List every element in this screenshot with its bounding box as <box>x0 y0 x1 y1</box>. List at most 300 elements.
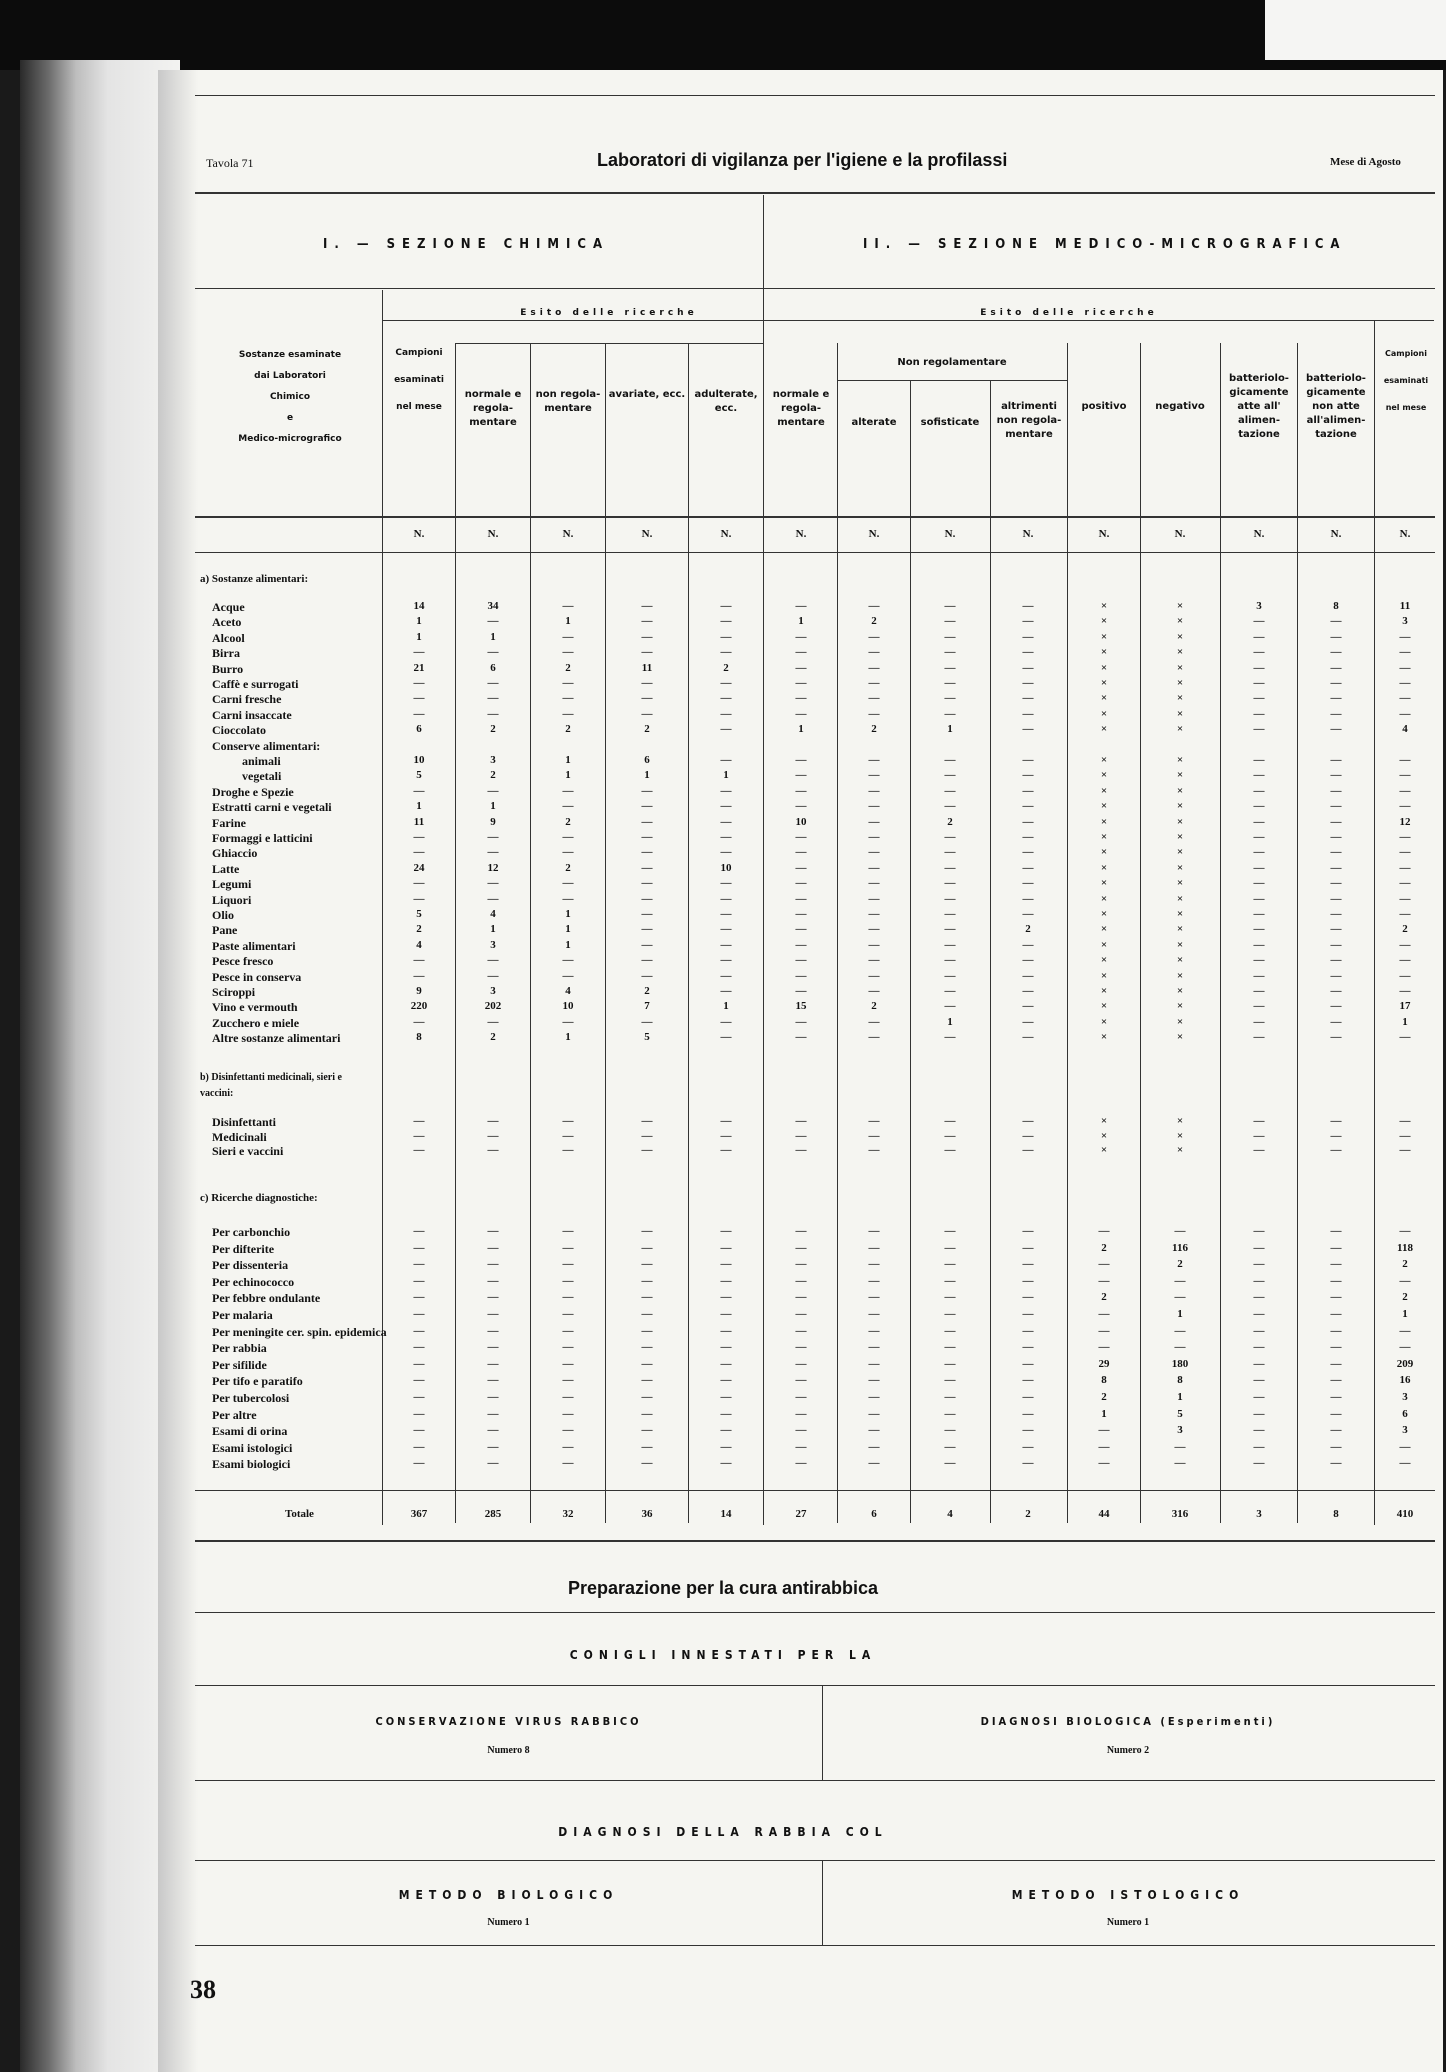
table-cell: — <box>413 1241 425 1254</box>
table-cell: — <box>1399 908 1411 920</box>
rabbits-heading: CONIGLI INNESTATI PER LA <box>569 1648 877 1662</box>
table-cell: — <box>562 1129 574 1142</box>
row-label: Acque <box>212 600 245 614</box>
table-cell: — <box>641 938 653 951</box>
table-cell: — <box>641 1129 653 1142</box>
table-cell: — <box>868 846 880 859</box>
row-label: Per difterite <box>212 1241 275 1256</box>
table-cell: 2 <box>871 615 877 628</box>
table-cell: — <box>1253 723 1265 736</box>
table-cell: 1 <box>490 800 496 813</box>
table-cell: — <box>795 1015 807 1028</box>
table-cell: — <box>720 1357 732 1370</box>
table-cell: — <box>1098 1341 1110 1354</box>
table-cell: 2 <box>1402 1291 1408 1304</box>
table-cell: — <box>487 1341 499 1354</box>
table-cell: 118 <box>1397 1241 1413 1254</box>
table-cell: — <box>795 846 807 859</box>
table-cell: — <box>641 1144 653 1157</box>
table-cell: — <box>1022 1424 1034 1437</box>
table-cell: — <box>795 861 807 874</box>
table-cell: — <box>1253 1457 1265 1470</box>
table-cell: — <box>720 646 732 659</box>
scan-border <box>0 0 1446 70</box>
table-cell: × <box>1100 908 1108 920</box>
table-cell: × <box>1176 615 1184 628</box>
table-cell: 1 <box>565 923 571 936</box>
total-cell: 410 <box>1396 1508 1414 1520</box>
table-cell: — <box>641 707 653 720</box>
table-cell: — <box>1330 1291 1342 1304</box>
table-cell: — <box>1022 800 1034 813</box>
table-cell: — <box>720 707 732 720</box>
table-cell: 1 <box>1101 1407 1107 1420</box>
table-cell: — <box>641 615 653 628</box>
table-cell: 1 <box>947 1015 953 1028</box>
table-cell: — <box>944 892 956 905</box>
table-cell: 11 <box>1399 600 1411 612</box>
unit-label: N. <box>562 528 574 540</box>
table-cell: × <box>1176 769 1184 782</box>
table-cell: 11 <box>413 815 425 828</box>
table-cell: — <box>413 692 425 705</box>
row-label: Vino e vermouth <box>212 1000 298 1015</box>
table-cell: — <box>1022 630 1034 643</box>
table-cell: 2 <box>1101 1391 1107 1403</box>
row-label: Per echinococco <box>212 1274 295 1289</box>
table-cell: 1 <box>1402 1308 1408 1320</box>
table-cell: × <box>1176 954 1184 967</box>
table-cell: — <box>1174 1225 1186 1237</box>
histo-method-label: METODO ISTOLOGICO <box>1011 1888 1245 1902</box>
table-cell: — <box>944 1225 956 1237</box>
table-cell: — <box>1253 615 1265 628</box>
unit-label: N. <box>1399 528 1411 540</box>
table-cell: × <box>1100 615 1108 628</box>
table-cell: — <box>1253 1341 1265 1354</box>
row-label: Zucchero e miele <box>212 1015 300 1030</box>
table-cell: 3 <box>1402 1391 1408 1403</box>
unit-label: N. <box>487 528 499 540</box>
table-cell: 10 <box>795 815 807 828</box>
table-cell: — <box>720 1031 732 1044</box>
table-cell: — <box>868 784 880 797</box>
table-cell: × <box>1100 1000 1108 1013</box>
row-label: Per rabbia <box>212 1341 267 1356</box>
row-label: Disinfettanti <box>212 1115 276 1129</box>
table-cell: 5 <box>644 1031 650 1044</box>
table-cell: — <box>1330 1440 1342 1453</box>
row-label: Per tubercolosi <box>212 1391 290 1405</box>
table-cell: — <box>413 1374 425 1387</box>
header-substances: Sostanze esaminate dai Laboratori Chimico e Medico-micrografico <box>238 350 342 444</box>
table-cell: — <box>1022 1407 1034 1420</box>
table-cell: 1 <box>644 769 650 782</box>
table-cell: 1 <box>723 1000 729 1013</box>
table-cell: — <box>944 954 956 967</box>
table-cell: 1 <box>1402 1015 1408 1028</box>
table-cell: — <box>1253 969 1265 982</box>
table-cell: — <box>413 646 425 659</box>
table-cell: — <box>641 969 653 982</box>
table-cell: — <box>1174 1274 1186 1287</box>
table-cell: — <box>720 1407 732 1420</box>
table-cell: — <box>720 831 732 843</box>
table-cell: 8 <box>1101 1374 1107 1387</box>
table-cell: 16 <box>1399 1374 1411 1387</box>
table-cell: — <box>1098 1440 1110 1453</box>
header-chem-normal: normale e regola-mentare <box>464 389 522 428</box>
table-cell: — <box>1399 677 1411 689</box>
table-cell: — <box>562 969 574 982</box>
table-cell: — <box>487 1374 499 1387</box>
row-label: Per tifo e paratifo <box>212 1374 303 1389</box>
table-cell: — <box>868 892 880 905</box>
table-cell: — <box>413 1291 425 1304</box>
table-cell: — <box>1174 1457 1186 1470</box>
table-cell: — <box>487 677 499 689</box>
unit-label: N. <box>1022 528 1034 540</box>
header-outcome-chem: Esito delle ricerche <box>520 308 698 318</box>
table-cell: — <box>1330 1324 1342 1337</box>
table-cell: — <box>868 923 880 936</box>
table-cell: 202 <box>484 1000 502 1013</box>
section-micro: II. — SEZIONE MEDICO-MICROGRAFICA <box>863 237 1347 252</box>
table-cell: — <box>1022 1225 1034 1237</box>
table-cell: 2 <box>490 769 496 782</box>
table-cell: × <box>1100 954 1108 967</box>
table-cell: — <box>1330 1407 1342 1420</box>
table-cell: 1 <box>416 615 422 628</box>
table-cell: — <box>1253 707 1265 720</box>
table-cell: — <box>562 692 574 705</box>
table-cell: — <box>1330 1274 1342 1287</box>
table-cell: — <box>487 692 499 705</box>
table-cell: — <box>1330 846 1342 859</box>
table-cell: — <box>795 754 807 766</box>
table-cell: — <box>1022 1241 1034 1254</box>
table-cell: — <box>795 1274 807 1287</box>
table-cell: 6 <box>416 723 422 736</box>
table-cell: — <box>868 1225 880 1237</box>
table-cell: — <box>944 677 956 689</box>
table-cell: × <box>1100 769 1108 782</box>
table-cell: — <box>1022 723 1034 736</box>
table-cell: × <box>1100 1144 1108 1157</box>
table-cell: — <box>1330 1391 1342 1403</box>
table-cell: — <box>1330 630 1342 643</box>
table-cell: 3 <box>1256 600 1262 612</box>
table-cell: — <box>795 1357 807 1370</box>
row-label: Per altre <box>212 1407 257 1422</box>
table-cell: — <box>1253 677 1265 689</box>
table-cell: — <box>1022 969 1034 982</box>
table-cell: — <box>795 692 807 705</box>
table-cell: — <box>795 1031 807 1044</box>
table-cell: — <box>795 707 807 720</box>
table-cell: — <box>562 1341 574 1354</box>
table-cell: — <box>1253 784 1265 797</box>
table-cell: — <box>944 1115 956 1127</box>
table-cell: — <box>487 615 499 628</box>
table-cell: — <box>944 600 956 612</box>
table-cell: 3 <box>1402 615 1408 628</box>
row-label: Pesce in conserva <box>212 969 302 984</box>
table-cell: — <box>944 1341 956 1354</box>
table-cell: — <box>720 1291 732 1304</box>
table-cell: — <box>487 1291 499 1304</box>
table-cell: — <box>868 1391 880 1403</box>
table-cell: — <box>487 1241 499 1254</box>
table-cell: × <box>1176 846 1184 859</box>
table-cell: — <box>720 600 732 612</box>
table-cell: — <box>795 800 807 813</box>
table-cell: — <box>641 892 653 905</box>
table-cell: — <box>720 815 732 828</box>
table-cell: — <box>868 646 880 659</box>
header-other-nonreg: altrimenti non regola-mentare <box>996 401 1062 440</box>
table-cell: — <box>868 861 880 874</box>
table-cell: — <box>487 1457 499 1470</box>
row-label: Caffè e surrogati <box>212 677 299 691</box>
table-cell: — <box>1399 707 1411 720</box>
table-cell: — <box>1399 1341 1411 1354</box>
table-cell: — <box>1253 938 1265 951</box>
table-number: Tavola 71 <box>206 156 254 170</box>
table-cell: — <box>1330 784 1342 797</box>
table-cell: 1 <box>565 754 571 766</box>
table-cell: — <box>1399 969 1411 982</box>
table-cell: — <box>1022 985 1034 997</box>
unit-label: N. <box>641 528 653 540</box>
table-cell: — <box>795 1440 807 1453</box>
table-cell: × <box>1100 938 1108 951</box>
month-label: Mese di Agosto <box>1330 156 1401 168</box>
row-label: Alcool <box>212 630 245 645</box>
table-cell: — <box>641 800 653 813</box>
table-cell: — <box>944 1308 956 1320</box>
table-cell: — <box>944 1000 956 1013</box>
table-cell: — <box>487 846 499 859</box>
table-cell: — <box>641 1258 653 1271</box>
table-cell: — <box>641 1374 653 1387</box>
table-cell: — <box>795 1129 807 1142</box>
table-cell: — <box>1253 1374 1265 1387</box>
table-cell: — <box>1022 1258 1034 1271</box>
table-cell: 8 <box>1333 600 1339 612</box>
table-cell: — <box>562 600 574 612</box>
conservation-number: Numero 8 <box>487 1745 530 1756</box>
table-cell: — <box>1253 630 1265 643</box>
table-cell: — <box>641 1324 653 1337</box>
table-cell: — <box>562 1291 574 1304</box>
table-cell: — <box>1399 954 1411 967</box>
table-cell: — <box>413 1324 425 1337</box>
table-cell: × <box>1176 1015 1184 1028</box>
table-cell: — <box>868 1374 880 1387</box>
table-cell: — <box>1022 784 1034 797</box>
table-cell: — <box>1253 892 1265 905</box>
table-cell: — <box>720 969 732 982</box>
table-cell: — <box>1022 1129 1034 1142</box>
table-cell: — <box>720 985 732 997</box>
table-cell: — <box>1399 1144 1411 1157</box>
table-cell: × <box>1176 923 1184 936</box>
table-cell: — <box>944 1291 956 1304</box>
table-cell: — <box>944 707 956 720</box>
table-cell: — <box>1253 1440 1265 1453</box>
table-cell: 2 <box>565 815 571 828</box>
table-cell: — <box>1253 800 1265 813</box>
table-cell: — <box>1330 1225 1342 1237</box>
table-cell: — <box>720 1341 732 1354</box>
table-cell: × <box>1100 1115 1108 1127</box>
table-cell: — <box>641 646 653 659</box>
table-cell: — <box>720 923 732 936</box>
table-cell: × <box>1176 784 1184 797</box>
table-cell: — <box>868 1440 880 1453</box>
unit-label: N. <box>1098 528 1110 540</box>
table-cell: 2 <box>490 723 496 736</box>
table-cell: — <box>868 815 880 828</box>
table-cell: × <box>1100 723 1108 736</box>
table-cell: 1 <box>416 630 422 643</box>
table-cell: — <box>868 1144 880 1157</box>
table-cell: 21 <box>413 661 425 674</box>
table-cell: 9 <box>416 985 422 997</box>
table-cell: — <box>795 892 807 905</box>
table-cell: — <box>562 1391 574 1403</box>
header-bact-unfit: batteriolo-gicamente non atte all'alimen-tazione <box>1306 373 1366 440</box>
table-cell: — <box>868 1115 880 1127</box>
total-cell: 8 <box>1333 1508 1339 1520</box>
table-cell: — <box>1022 1341 1034 1354</box>
table-cell: — <box>1399 1129 1411 1142</box>
header-positive: positivo <box>1081 401 1127 412</box>
table-cell: — <box>795 923 807 936</box>
table-cell: — <box>1330 892 1342 905</box>
table-cell: — <box>720 723 732 736</box>
table-cell: — <box>795 1225 807 1237</box>
table-cell: — <box>944 1324 956 1337</box>
table-cell: — <box>1253 908 1265 920</box>
total-cell: 316 <box>1171 1508 1189 1520</box>
header-samples: Campioni esaminati nel mese <box>394 348 444 412</box>
table-cell: — <box>1022 1374 1034 1387</box>
table-cell: — <box>562 846 574 859</box>
table-cell: × <box>1100 985 1108 997</box>
table-cell: — <box>720 615 732 628</box>
table-cell: 6 <box>1402 1407 1408 1420</box>
group-c-heading: c) Ricerche diagnostiche: <box>200 1192 318 1204</box>
table-cell: — <box>720 754 732 766</box>
table-cell: — <box>1253 985 1265 997</box>
table-cell: 4 <box>416 938 422 951</box>
conservation-label: CONSERVAZIONE VIRUS RABBICO <box>375 1715 642 1728</box>
table-cell: 3 <box>490 985 496 997</box>
table-cell: — <box>413 1357 425 1370</box>
table-cell: — <box>720 1457 732 1470</box>
table-cell: × <box>1176 677 1184 689</box>
total-cell: 367 <box>410 1508 428 1520</box>
table-cell: — <box>641 1357 653 1370</box>
table-cell: — <box>413 707 425 720</box>
table-cell: — <box>1330 938 1342 951</box>
table-cell: 17 <box>1399 1000 1411 1013</box>
table-cell: — <box>720 1391 732 1403</box>
table-cell: — <box>944 1457 956 1470</box>
table-cell: — <box>795 784 807 797</box>
table-cell: — <box>795 630 807 643</box>
table-cell: — <box>413 1391 425 1403</box>
table-cell: — <box>1399 892 1411 905</box>
table-cell: — <box>1253 1291 1265 1304</box>
table-cell: × <box>1176 1129 1184 1142</box>
table-cell: — <box>487 1115 499 1127</box>
table-cell: — <box>720 692 732 705</box>
table-cell: — <box>1022 1291 1034 1304</box>
table-cell: — <box>1399 846 1411 859</box>
table-cell: — <box>944 1391 956 1403</box>
table-cell: — <box>1330 754 1342 766</box>
table-cell: 5 <box>1177 1407 1183 1420</box>
table-cell: 1 <box>490 923 496 936</box>
row-label: Liquori <box>212 892 252 907</box>
table-cell: — <box>1022 1308 1034 1320</box>
table-cell: 2 <box>565 661 571 674</box>
table-cell: — <box>944 1274 956 1287</box>
table-cell: — <box>641 1424 653 1437</box>
table-cell: — <box>1022 815 1034 828</box>
table-cell: — <box>795 661 807 674</box>
table-cell: — <box>1330 1129 1342 1142</box>
table-cell: — <box>562 1274 574 1287</box>
table-cell: — <box>487 954 499 967</box>
table-cell: — <box>868 1031 880 1044</box>
table-cell: — <box>641 908 653 920</box>
table-cell: — <box>944 1407 956 1420</box>
table-cell: × <box>1100 646 1108 659</box>
table-cell: — <box>487 646 499 659</box>
table-cell: 2 <box>1402 923 1408 936</box>
table-cell: — <box>413 1341 425 1354</box>
table-cell: × <box>1100 969 1108 982</box>
table-cell: — <box>487 1424 499 1437</box>
table-cell: — <box>641 692 653 705</box>
table-cell: 2 <box>644 985 650 997</box>
table-cell: — <box>1098 1274 1110 1287</box>
table-cell: × <box>1176 985 1184 997</box>
table-cell: — <box>1399 1457 1411 1470</box>
table-cell: — <box>1399 661 1411 674</box>
table-cell: — <box>1253 1424 1265 1437</box>
table-cell: — <box>795 1241 807 1254</box>
table-cell: — <box>413 892 425 905</box>
table-cell: — <box>1330 1241 1342 1254</box>
table-cell: — <box>868 754 880 766</box>
table-cell: — <box>413 1258 425 1271</box>
table-cell: 29 <box>1098 1357 1110 1370</box>
row-label: Legumi <box>212 877 252 892</box>
table-cell: — <box>562 1424 574 1437</box>
table-cell: — <box>944 831 956 843</box>
table-cell: × <box>1176 1115 1184 1127</box>
table-cell: × <box>1176 754 1184 766</box>
table-cell: — <box>868 908 880 920</box>
row-label: Esami biologici <box>212 1457 291 1472</box>
table-cell: — <box>487 969 499 982</box>
table-cell: — <box>1399 861 1411 874</box>
